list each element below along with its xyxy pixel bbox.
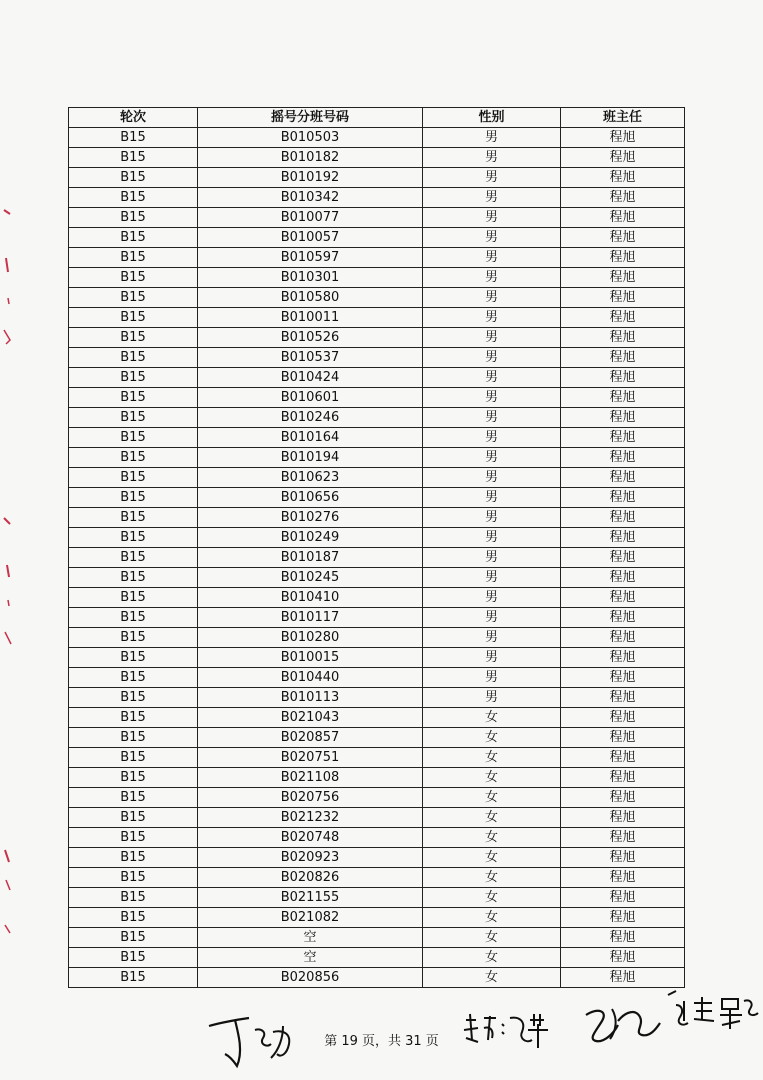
table-row [69,528,685,548]
cell-round: B15 [69,588,198,608]
table-row [69,608,685,628]
cell-gender: 女 [423,748,561,768]
cell-gender: 男 [423,248,561,268]
cell-gender: 女 [423,968,561,988]
cell-head-teacher: 程旭 [561,728,685,748]
table-body [69,128,685,988]
cell-lottery-number: B020856 [198,968,423,988]
cell-round: B15 [69,468,198,488]
cell-round: B15 [69,328,198,348]
cell-head-teacher: 程旭 [561,668,685,688]
table-row [69,788,685,808]
cell-lottery-number: B010015 [198,648,423,668]
cell-round: B15 [69,848,198,868]
cell-gender: 男 [423,668,561,688]
cell-gender: 男 [423,268,561,288]
cell-round: B15 [69,388,198,408]
table-row [69,268,685,288]
cell-lottery-number: B010194 [198,448,423,468]
cell-head-teacher: 程旭 [561,308,685,328]
cell-lottery-number: B010526 [198,328,423,348]
cell-lottery-number: B010280 [198,628,423,648]
table-row [69,628,685,648]
cell-gender: 男 [423,308,561,328]
cell-lottery-number: B010276 [198,508,423,528]
table-row [69,688,685,708]
table-row [69,928,685,948]
table-row [69,888,685,908]
cell-round: B15 [69,268,198,288]
header-lottery-number: 摇号分班号码 [198,108,423,128]
cell-gender: 女 [423,908,561,928]
cell-lottery-number: B021043 [198,708,423,728]
table-row [69,408,685,428]
table-row [69,848,685,868]
cell-head-teacher: 程旭 [561,548,685,568]
cell-round: B15 [69,608,198,628]
cell-head-teacher: 程旭 [561,688,685,708]
cell-gender: 男 [423,228,561,248]
cell-head-teacher: 程旭 [561,448,685,468]
cell-lottery-number: B010503 [198,128,423,148]
table-row [69,128,685,148]
cell-gender: 男 [423,568,561,588]
cell-gender: 男 [423,588,561,608]
cell-lottery-number: B010192 [198,168,423,188]
cell-lottery-number: B010077 [198,208,423,228]
table-row [69,168,685,188]
table-row [69,448,685,468]
cell-head-teacher: 程旭 [561,148,685,168]
table-row [69,368,685,388]
cell-gender: 女 [423,868,561,888]
cell-round: B15 [69,908,198,928]
table-header-row [69,108,685,128]
cell-gender: 男 [423,368,561,388]
cell-head-teacher: 程旭 [561,328,685,348]
cell-round: B15 [69,688,198,708]
cell-head-teacher: 程旭 [561,128,685,148]
cell-head-teacher: 程旭 [561,868,685,888]
cell-round: B15 [69,548,198,568]
table-row [69,868,685,888]
cell-head-teacher: 程旭 [561,888,685,908]
cell-head-teacher: 程旭 [561,288,685,308]
cell-head-teacher: 程旭 [561,528,685,548]
table-row [69,328,685,348]
cell-round: B15 [69,948,198,968]
cell-gender: 女 [423,928,561,948]
cell-lottery-number: B010301 [198,268,423,288]
cell-lottery-number: B010580 [198,288,423,308]
cell-head-teacher: 程旭 [561,388,685,408]
table-row [69,768,685,788]
table-row [69,148,685,168]
table-row [69,948,685,968]
table-row [69,668,685,688]
table-row [69,548,685,568]
header-round: 轮次 [69,108,198,128]
cell-round: B15 [69,248,198,268]
cell-round: B15 [69,648,198,668]
cell-lottery-number: B020748 [198,828,423,848]
cell-round: B15 [69,748,198,768]
cell-gender: 男 [423,128,561,148]
cell-round: B15 [69,428,198,448]
cell-head-teacher: 程旭 [561,708,685,728]
cell-round: B15 [69,528,198,548]
cell-lottery-number: B010597 [198,248,423,268]
cell-lottery-number: B020923 [198,848,423,868]
table-row [69,908,685,928]
cell-round: B15 [69,888,198,908]
cell-lottery-number: B020826 [198,868,423,888]
cell-gender: 男 [423,168,561,188]
table-row [69,588,685,608]
table-row [69,808,685,828]
table-row [69,428,685,448]
cell-gender: 男 [423,688,561,708]
cell-round: B15 [69,828,198,848]
cell-lottery-number: B010164 [198,428,423,448]
page-number: 第 19 页，共 31 页 [324,1034,439,1049]
cell-head-teacher: 程旭 [561,348,685,368]
cell-round: B15 [69,968,198,988]
cell-round: B15 [69,628,198,648]
table-row [69,748,685,768]
cell-head-teacher: 程旭 [561,208,685,228]
cell-round: B15 [69,368,198,388]
cell-lottery-number: B021108 [198,768,423,788]
cell-gender: 男 [423,388,561,408]
cell-head-teacher: 程旭 [561,488,685,508]
cell-head-teacher: 程旭 [561,928,685,948]
cell-lottery-number: B021232 [198,808,423,828]
cell-lottery-number: B010117 [198,608,423,628]
cell-round: B15 [69,288,198,308]
cell-gender: 男 [423,408,561,428]
cell-head-teacher: 程旭 [561,428,685,448]
cell-round: B15 [69,508,198,528]
cell-gender: 男 [423,608,561,628]
cell-gender: 女 [423,888,561,908]
cell-gender: 男 [423,548,561,568]
table-row [69,828,685,848]
cell-round: B15 [69,768,198,788]
cell-gender: 男 [423,528,561,548]
header-gender: 性别 [423,108,561,128]
cell-head-teacher: 程旭 [561,468,685,488]
cell-round: B15 [69,728,198,748]
cell-round: B15 [69,228,198,248]
cell-gender: 男 [423,328,561,348]
roster-table [68,107,685,988]
cell-head-teacher: 程旭 [561,188,685,208]
cell-gender: 女 [423,848,561,868]
margin-marks [0,0,20,1080]
cell-round: B15 [69,928,198,948]
cell-lottery-number: B010601 [198,388,423,408]
cell-head-teacher: 程旭 [561,408,685,428]
cell-lottery-number: B010057 [198,228,423,248]
cell-gender: 男 [423,628,561,648]
table-row [69,568,685,588]
cell-lottery-number: B010245 [198,568,423,588]
cell-head-teacher: 程旭 [561,588,685,608]
cell-gender: 男 [423,468,561,488]
table-row [69,308,685,328]
cell-lottery-number: B020756 [198,788,423,808]
cell-gender: 男 [423,508,561,528]
cell-head-teacher: 程旭 [561,808,685,828]
cell-round: B15 [69,448,198,468]
cell-head-teacher: 程旭 [561,568,685,588]
table-row [69,648,685,668]
cell-round: B15 [69,708,198,728]
cell-head-teacher: 程旭 [561,848,685,868]
cell-round: B15 [69,128,198,148]
cell-round: B15 [69,188,198,208]
cell-gender: 男 [423,148,561,168]
table-row [69,508,685,528]
table-row [69,248,685,268]
cell-head-teacher: 程旭 [561,268,685,288]
table-row [69,728,685,748]
cell-round: B15 [69,488,198,508]
cell-head-teacher: 程旭 [561,748,685,768]
table-row [69,488,685,508]
cell-gender: 男 [423,208,561,228]
signature-right [572,985,762,1050]
cell-round: B15 [69,668,198,688]
cell-head-teacher: 程旭 [561,508,685,528]
cell-gender: 男 [423,348,561,368]
cell-gender: 男 [423,448,561,468]
cell-round: B15 [69,148,198,168]
table-row [69,708,685,728]
table-row [69,348,685,368]
cell-lottery-number: B010113 [198,688,423,708]
cell-gender: 男 [423,288,561,308]
cell-round: B15 [69,348,198,368]
cell-lottery-number: B010342 [198,188,423,208]
table-row [69,468,685,488]
cell-lottery-number: B010182 [198,148,423,168]
cell-head-teacher: 程旭 [561,828,685,848]
cell-lottery-number: B010246 [198,408,423,428]
table-row [69,208,685,228]
cell-lottery-number: 空 [198,948,423,968]
cell-lottery-number: B021082 [198,908,423,928]
cell-lottery-number: B010011 [198,308,423,328]
cell-gender: 男 [423,428,561,448]
cell-lottery-number: B010410 [198,588,423,608]
cell-round: B15 [69,308,198,328]
cell-head-teacher: 程旭 [561,908,685,928]
cell-head-teacher: 程旭 [561,788,685,808]
cell-round: B15 [69,568,198,588]
cell-lottery-number: B010249 [198,528,423,548]
cell-gender: 女 [423,708,561,728]
cell-lottery-number: B010440 [198,668,423,688]
cell-gender: 女 [423,948,561,968]
cell-lottery-number: B010656 [198,488,423,508]
cell-gender: 女 [423,768,561,788]
cell-lottery-number: 空 [198,928,423,948]
cell-head-teacher: 程旭 [561,168,685,188]
cell-gender: 女 [423,808,561,828]
cell-gender: 女 [423,728,561,748]
cell-head-teacher: 程旭 [561,968,685,988]
cell-lottery-number: B010424 [198,368,423,388]
cell-round: B15 [69,408,198,428]
cell-lottery-number: B010537 [198,348,423,368]
cell-gender: 女 [423,828,561,848]
cell-head-teacher: 程旭 [561,948,685,968]
cell-head-teacher: 程旭 [561,628,685,648]
header-head-teacher: 班主任 [561,108,685,128]
cell-round: B15 [69,208,198,228]
cell-head-teacher: 程旭 [561,368,685,388]
cell-gender: 男 [423,648,561,668]
cell-lottery-number: B010187 [198,548,423,568]
signature-middle [460,1010,555,1050]
cell-head-teacher: 程旭 [561,648,685,668]
cell-head-teacher: 程旭 [561,608,685,628]
cell-gender: 女 [423,788,561,808]
cell-lottery-number: B010623 [198,468,423,488]
cell-lottery-number: B020751 [198,748,423,768]
cell-round: B15 [69,868,198,888]
cell-round: B15 [69,788,198,808]
table-row [69,288,685,308]
table-row [69,388,685,408]
cell-gender: 男 [423,188,561,208]
table-row [69,188,685,208]
cell-head-teacher: 程旭 [561,768,685,788]
cell-head-teacher: 程旭 [561,248,685,268]
cell-round: B15 [69,168,198,188]
cell-round: B15 [69,808,198,828]
cell-head-teacher: 程旭 [561,228,685,248]
table-row [69,228,685,248]
cell-gender: 男 [423,488,561,508]
cell-lottery-number: B020857 [198,728,423,748]
cell-lottery-number: B021155 [198,888,423,908]
